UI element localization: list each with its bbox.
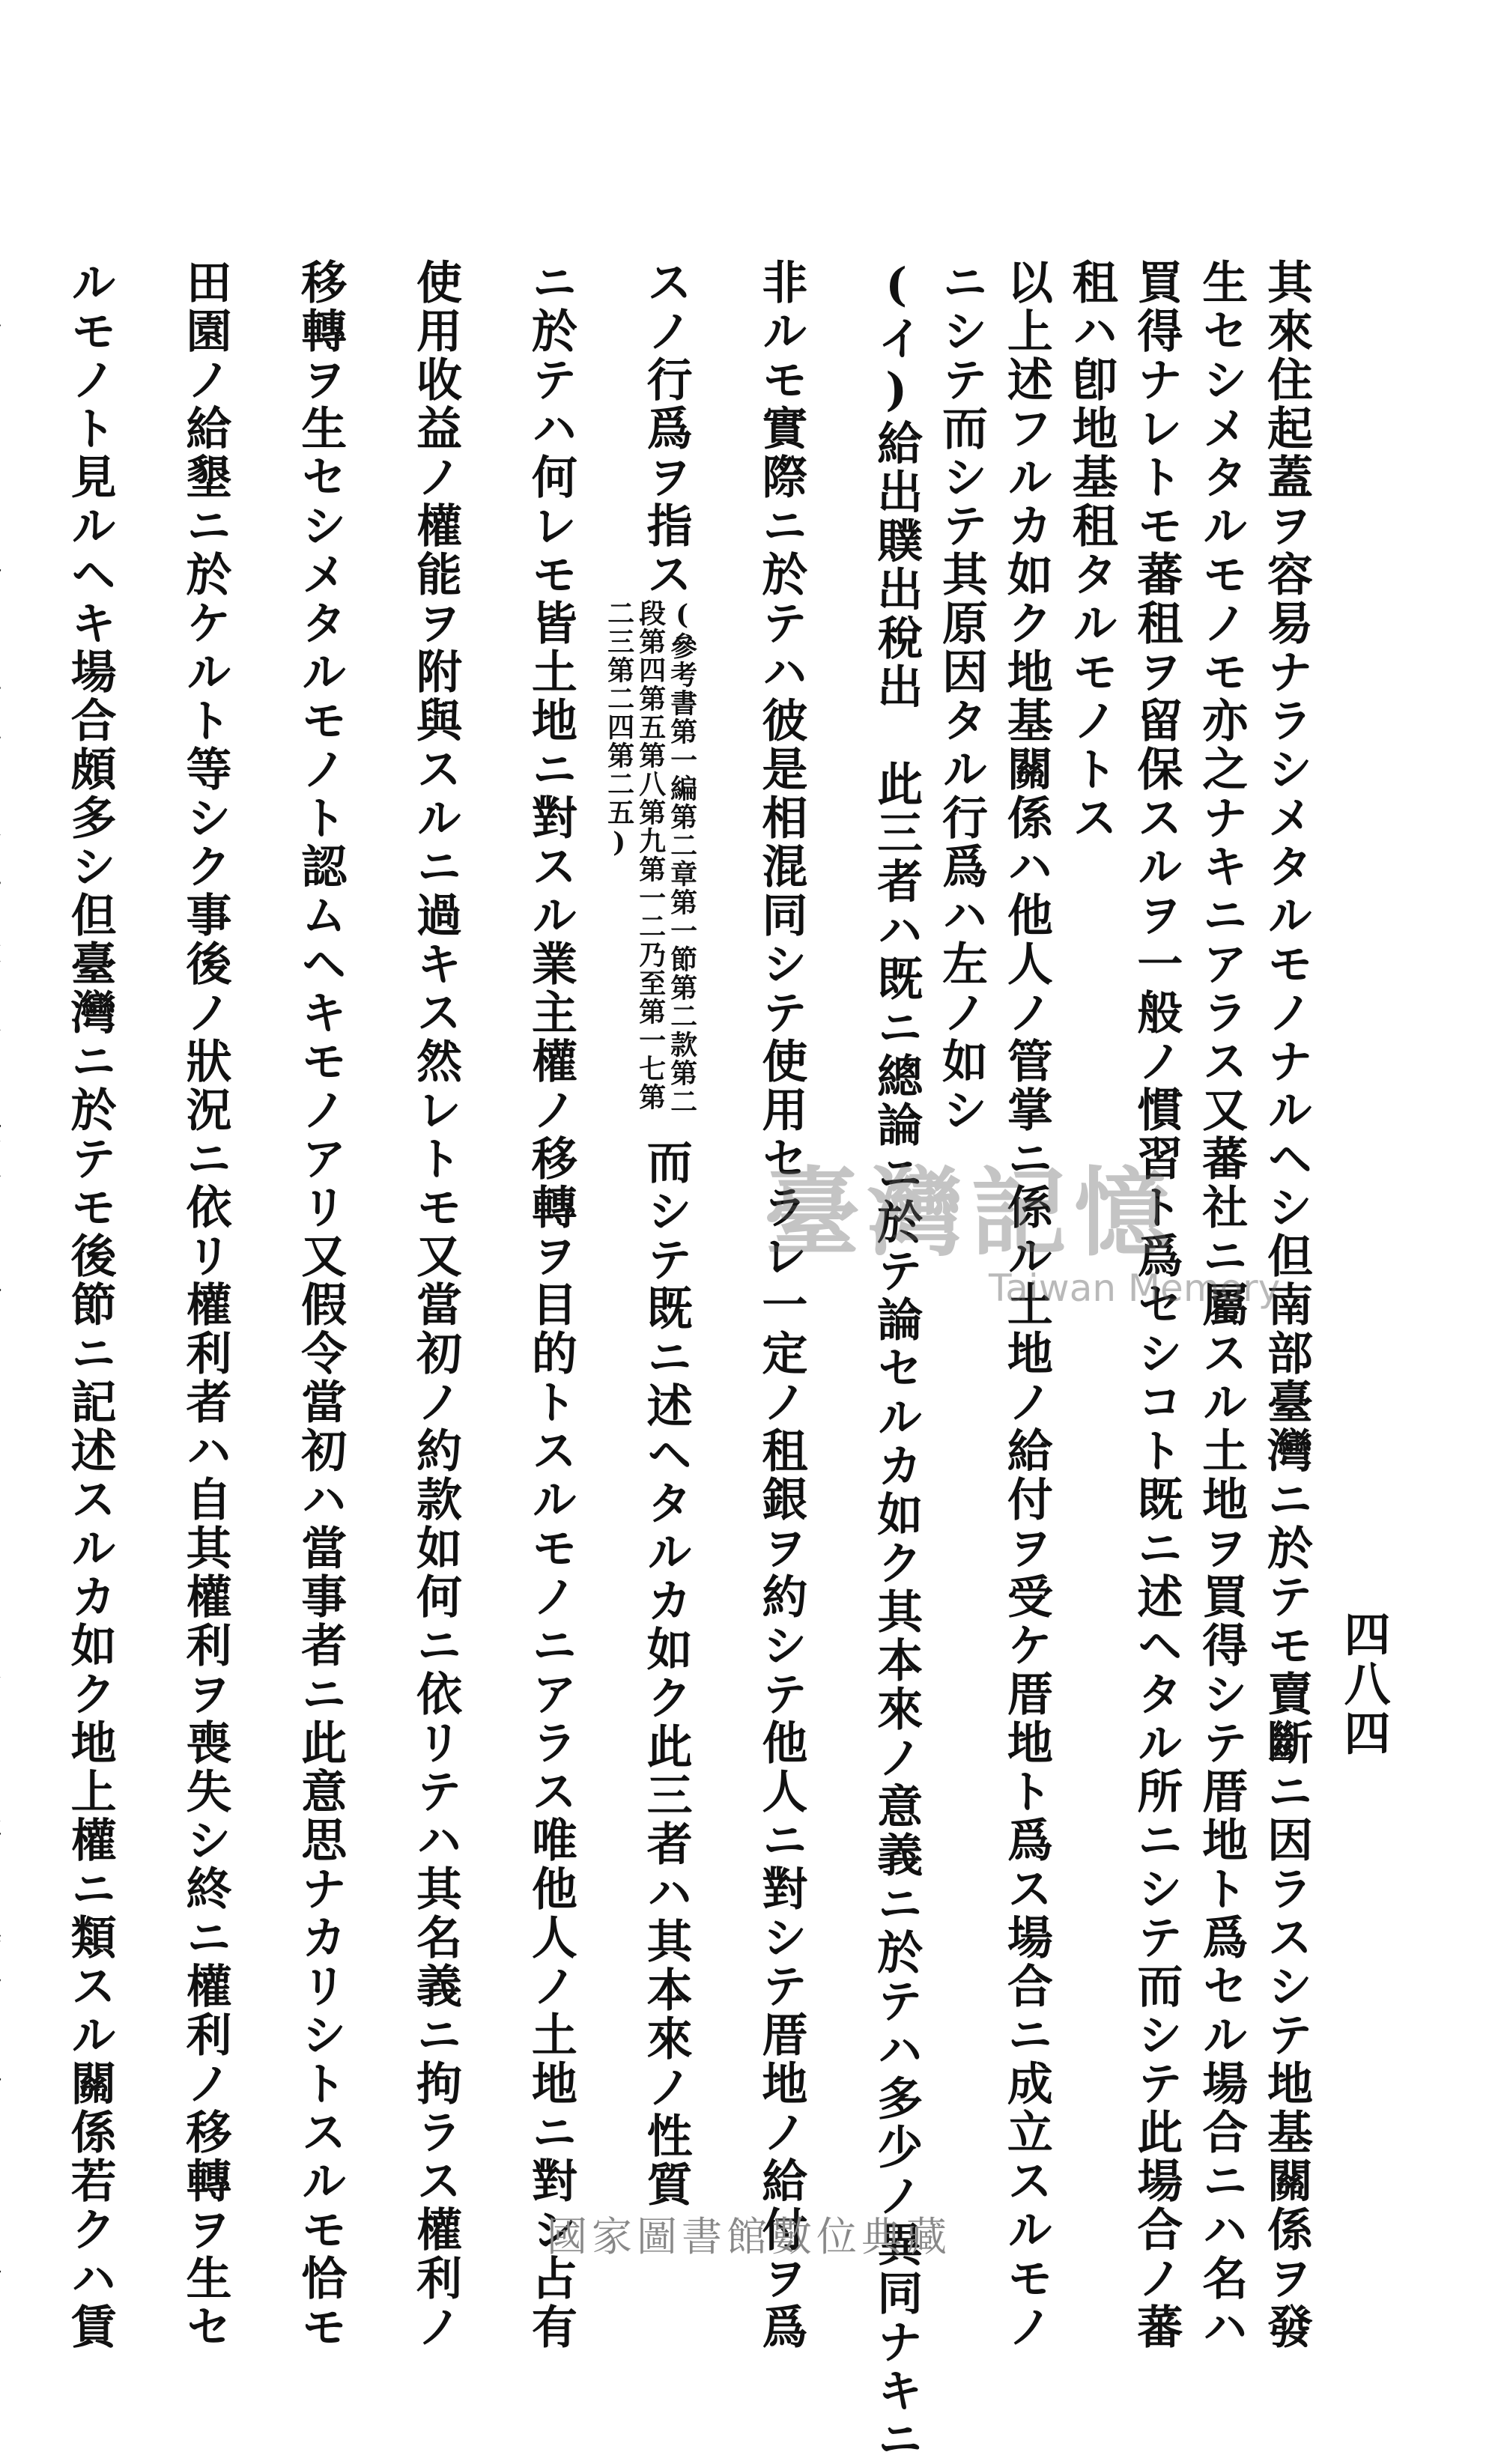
reference-note: (參考書第一編第二章第一節第二款第二段第四第五第八第九第一二乃至第一七第二三第二四第二五) bbox=[603, 599, 698, 1116]
text-column: 租ハ卽地基租タルモノトス bbox=[1064, 258, 1118, 843]
text-column: 田園ノ給墾ニ於ケルト等シク事後ノ狀況ニ依リ權利者ハ自其權利ヲ喪失シ終ニ權利ノ移轉ヲ生セ bbox=[178, 258, 232, 2352]
text-column: ルモノト見ルヘキ場合頗多シ但臺灣ニ於テモ後節ニ記述スルカ如ク地上權ニ類スル關係若クハ賃 bbox=[63, 258, 117, 2352]
watermark-subtitle: Taiwan Memory bbox=[989, 1266, 1281, 1310]
text-column bbox=[0, 258, 57, 2071]
text-column: ニ於テハ何レモ皆土地ニ對スル業主權ノ移轉ヲ目的トスルモノニアラス唯他人ノ土地ニ對シ占有 bbox=[524, 258, 577, 2352]
text-column: 移轉ヲ生セシメタルモノト認ムヘキモノアリ又假令當初ハ當事者ニ此意思ナカリシトスルモ恰モ bbox=[294, 258, 348, 2352]
column-text-after-note: 而シテ既ニ述ヘタルカ如ク此三者ハ其本來ノ性質 bbox=[639, 1138, 693, 2209]
text-column: 生セシメタルモノモ亦之ナキニアラス又蕃社ニ屬スル土地ヲ買得シテ厝地ト爲セル場合ニハ名ハ bbox=[1195, 258, 1249, 2352]
text-column: 以上述フルカ如ク地基關係ハ他人ノ管掌ニ係ル土地ノ給付ヲ受ケ厝地ト爲ス場合ニ成立スルモノ bbox=[999, 258, 1053, 2352]
footer-credit: 國家圖書館數位典藏 bbox=[547, 2213, 951, 2260]
watermark-title: 臺灣記憶 bbox=[764, 1157, 1178, 1269]
text-column: 其來住起蓋ヲ容易ナラシメタルモノナルヘシ但南部臺灣ニ於テモ賣斷ニ因ラスシテ地基關係ヲ發 bbox=[1260, 258, 1313, 2352]
text-column: ニシテ而シテ其原因タル行爲ハ左ノ如シ bbox=[935, 258, 989, 1135]
text-column-with-note bbox=[603, 258, 748, 2209]
section-heading-column: (イ)給出贌出稅出 此三者ハ既ニ總論ニ於テ論セルカ如ク其本來ノ意義ニ於テハ多少ノ異同ナキニ bbox=[870, 258, 924, 2464]
text-column: 買得ナレトモ蕃租ヲ留保スルヲ一般ノ慣習ト爲セシコト既ニ述ヘタル所ニシテ而シテ此場合ノ蕃 bbox=[1129, 258, 1183, 2352]
text-column: 使用收益ノ權能ヲ附與スルニ過キス然レトモ又當初ノ約款如何ニ依リテハ其名義ニ拘ラス權利ノ bbox=[409, 258, 463, 2352]
text-column: 非ルモ實際ニ於テハ彼是相混同シテ使用セラレ一定ノ租銀ヲ約シテ他人ニ對シテ厝地ノ給付ヲ爲 bbox=[754, 258, 808, 2352]
column-text-before-note: スノ行爲ヲ指ス bbox=[639, 258, 693, 599]
page-number: 四八四 bbox=[1336, 1610, 1391, 1759]
